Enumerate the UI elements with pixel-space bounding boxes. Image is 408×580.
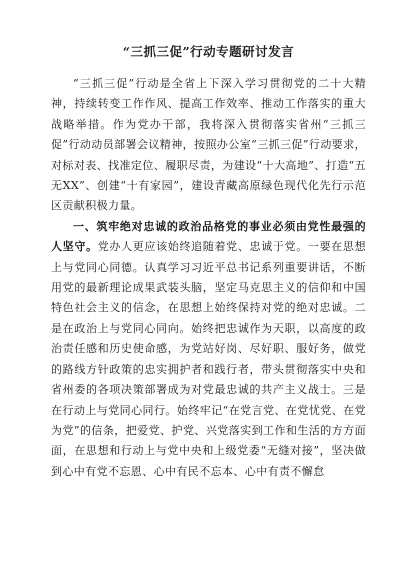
section-one-body: 党办人更应该始终追随着党、忠诚于党。一要在思想上与党同心同德。认真学习习近平总书记系列重要讲话，不断用党的最新理论成果武装头脑，坚定马克思主义的信仰和中国特色社会主义的信念，在思想上始终保持对党的绝对忠诚。二是在政治上与党同心同向。始终把忠诚作为天职，以高度的政治责任感和历史使命感，为党站好岗、尽好职、服好务，做党的路线方针政策的忠实拥护者和践行者，带头贯彻落实中央和省州委的各项决策部署成为对党最忠诚的共产主义战士。三是在行动上与党同心同行。始终牢记“在党言党、在党忧党、在党为党”的信条，把爱党、护党、兴党落实到工作和生活的方方面面，在思想和行动上与党中央和上级党委“无缝对接”，坚决做到心中有党不忘恩、心中有民不忘本、心中有责不懈怠 (51, 240, 366, 478)
section-one-heading: 一、筑牢绝对忠诚的政治品格党的事业必须由党性最强的人坚守。 (51, 219, 366, 254)
section-one-paragraph (51, 217, 366, 482)
document-title: “三抓三促”行动专题研讨发言 (122, 44, 295, 59)
intro-paragraph: “三抓三促”行动是全省上下深入学习贯彻党的二十大精神，持续转变工作作风、提高工作效率、推动工作落实的重大战略举措。作为党办干部，我将深入贯彻落实省州“三抓三促”行动动员部署会议精神，按照办公室“三抓三促”行动要求，对标对表、找准定位、履职尽责，为建设“十大高地”、打造“五无XX”、创建“十有家园”，建设青藏高原绿色现代化先行示范区贡献积极力量。 (51, 77, 366, 213)
